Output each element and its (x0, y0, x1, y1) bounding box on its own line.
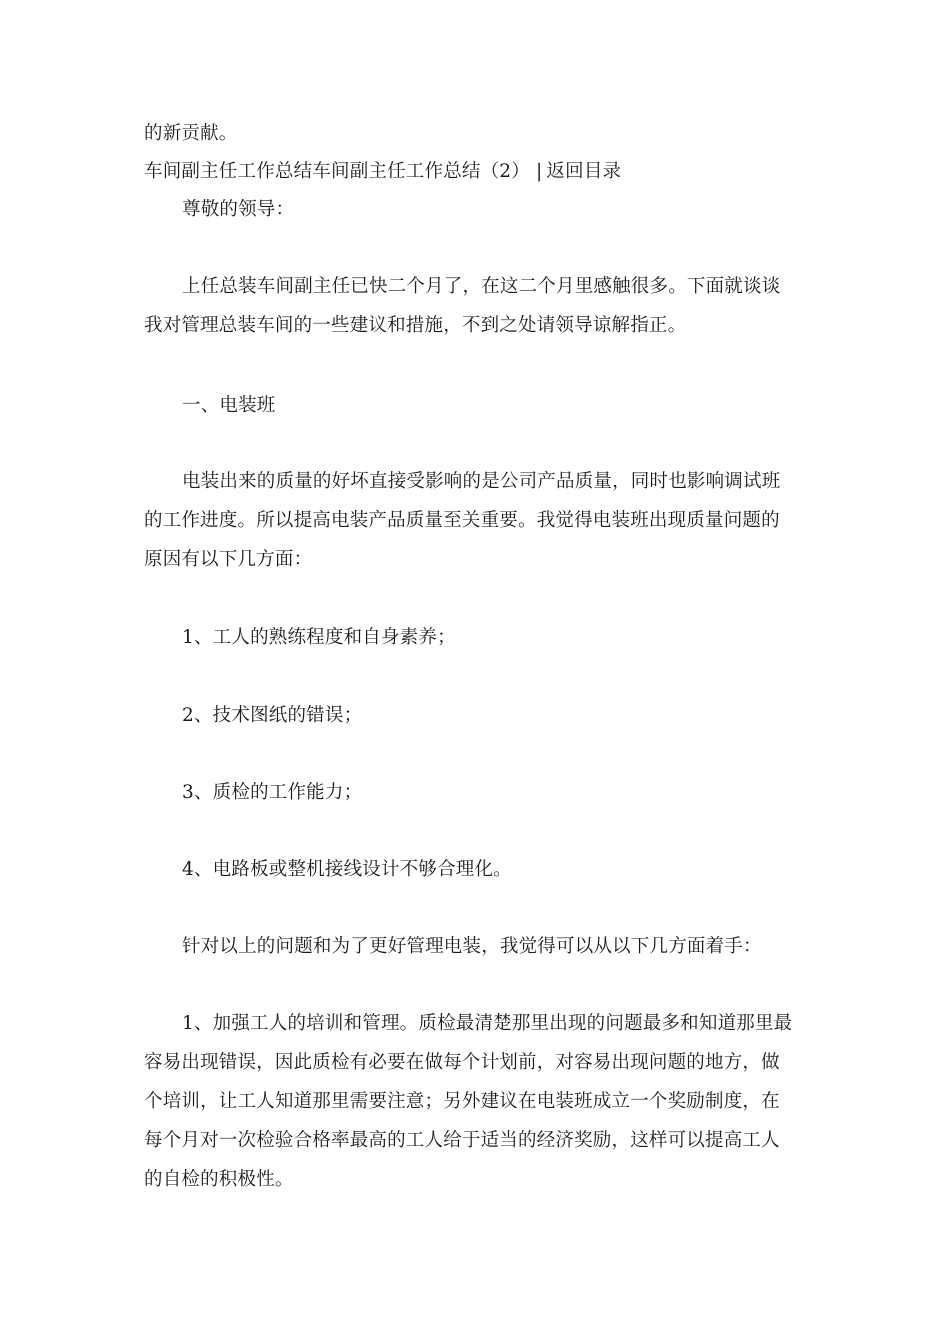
measures-intro: 针对以上的问题和为了更好管理电装，我觉得可以从以下几方面着手： (182, 936, 762, 957)
section-heading (144, 153, 814, 191)
reason-item-3: 3、质检的工作能力； (182, 782, 363, 803)
intro-line-1: 上任总装车间副主任已快二个月了，在这二个月里感触很多。下面就谈谈 (182, 276, 781, 297)
measure-1-line-2: 容易出现错误，因此质检有必要在做每个计划前，对容易出现问题的地方，做 (144, 1052, 780, 1073)
section-intro-line-1: 电装出来的质量的好坏直接受影响的是公司产品质量，同时也影响调试班 (182, 471, 781, 492)
measure-1-line-3: 个培训，让工人知道那里需要注意；另外建议在电装班成立一个奖励制度，在 (144, 1091, 780, 1112)
reason-item-4: 4、电路板或整机接线设计不够合理化。 (182, 859, 512, 880)
heading-title: 车间副主任工作总结车间副主任工作总结（2） (144, 161, 530, 182)
section-intro-line-2: 的工作进度。所以提高电装产品质量至关重要。我觉得电装班出现质量问题的 (144, 510, 780, 531)
measure-1-line-1: 1、加强工人的培训和管理。质检最清楚那里出现的问题最多和知道那里最 (182, 1013, 793, 1034)
back-to-contents-link[interactable]: 返回目录 (546, 161, 622, 182)
reason-item-1: 1、工人的熟练程度和自身素养； (182, 627, 456, 648)
section-title: 一、电装班 (182, 395, 276, 416)
measure-1-line-4: 每个月对一次检验合格率最高的工人给于适当的经济奖励，这样可以提高工人 (144, 1130, 780, 1151)
heading-separator: | (535, 161, 543, 182)
previous-paragraph-ending: 的新贡献。 (144, 123, 238, 144)
greeting: 尊敬的领导： (182, 199, 295, 220)
reason-item-2: 2、技术图纸的错误； (182, 705, 363, 726)
intro-line-2: 我对管理总装车间的一些建议和措施，不到之处请领导谅解指正。 (144, 315, 687, 336)
section-intro-line-3: 原因有以下几方面： (144, 549, 313, 570)
measure-1-line-5: 的自检的积极性。 (144, 1169, 294, 1190)
